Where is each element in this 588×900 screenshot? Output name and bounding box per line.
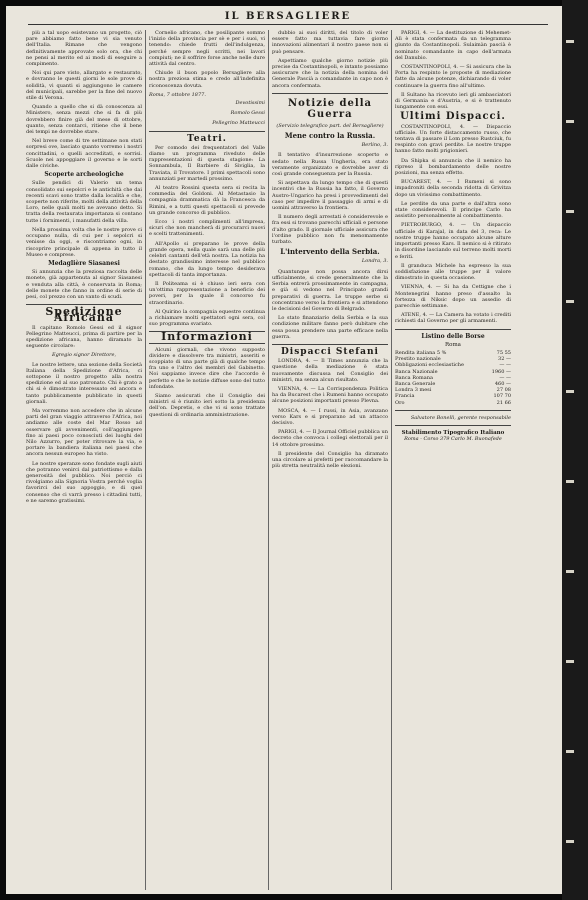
quote-value: 107 70 [493,393,511,400]
quote-row [395,400,511,406]
listino-borse-title: Listino delle Borse [421,332,485,340]
article-paragraph: Noi qui pare visto, allargato e restaurato, e dovranno le questi giorni le sole prove di solidità, vi quanti si aggiungono le camere del municipali, sarebbe per la fine del nuovo stile di Verona. [26,70,142,102]
article-paragraph: dubbio ai suoi diritti, del titolo di voler essere fatto ma tuttavia fare giorno innovazioni alimentari il nostro paese non si può pensare. [272,30,388,55]
quote-value: 21 66 [496,399,511,406]
article-paragraph: VIENNA, 4. — La Corrispondenza Politica ha da Bucarest che i Rumeni hanno occupato alcune posizioni importanti presso Plevna. [272,385,388,405]
signature-label: Devotissimi [235,100,265,107]
article-paragraph: Sulle pendici di Valerio un tema consolidato sui sepolcri e le antichità che dai recenti scavi sono tratte dalla località e che, scoperte non riferite, molti della attività della Loro, nelle quali molti ne avevano detto. Si tratta della restaurata importanza si contano tutte i fornimenti, i manufatti della villa. [26,180,142,224]
column-divider [268,30,269,890]
article-paragraph: più a tal uopo esistevano un progetto, ciò pare abbiamo fatto bene vi sia venuto dell'Italia. Rimane che vengono definitivamente approvate solo ora, che chi ne pensi al merito ed ai modi di eseguire a compimento. [26,30,142,68]
article-paragraph: Chiude il buon popolo Bersagliere alla nostra preziosa stima e credo all'indefinita riconoscenza dovuta. [149,70,265,89]
quote-value: — — [499,374,511,381]
article-paragraph: Il Politeama si è chiuso ieri sera con un'ottima rappresentazione a beneficio dei poveri, per la quale il concorso fu straordinario. [149,280,265,306]
article-paragraph: ATENE, 4. — La Camera ha votato i crediti richiesti dal Governo per gli armamenti. [395,312,511,325]
divider [395,425,511,426]
teatri-title: Teatri. [187,133,227,144]
article-paragraph: Il Sultano ha ricevuto ieri gli ambasciatori di Germania e d'Austria, e si è trattenuto lungamente con essi. [395,91,511,111]
article-paragraph: Al teatro Rossini questa sera si recita la commedia del Goldoni. Al Metastasio la compagnia drammatica dà la Francesca da Rimini, e a tutti questi spettacoli si prevede un grande concorso di pubblico. [149,185,265,216]
informazioni-title: Informazioni [149,331,265,343]
section-heading: Medaglière Siasanesi [48,259,120,267]
column-4 [395,30,511,890]
divider [395,410,511,411]
signature: Romolo Gessi [230,110,265,117]
listino-borse-subtitle: Roma [445,341,461,348]
signature: Pellegrino Matteucci [212,120,265,127]
column-3 [272,30,388,890]
masthead [28,8,548,25]
article-paragraph: Lo stato finanziario della Serbia e la sua condizione militare fanno però dubitare che essa possa prendere una parte efficace nella guerra. [272,315,388,340]
dispacci-stefani-title: Dispacci Stefani [281,346,379,357]
notizie-subtitle: (Servizio telegrafico part. del Bersagliere) [276,122,384,129]
article-paragraph: Il presidente del Consiglio ha diramato una circolare ai prefetti per raccomandare la più stretta neutralità nelle elezioni. [272,450,388,470]
dateline: Roma, 7 ottobre 1877. [149,91,206,98]
article-paragraph: Per comodo dei frequentatori del Valle diamo un programma riveduto delle rappresentazioni di questa stagione: La Sonnambula, Il Barbiere di Siviglia, la Traviata, il Trovatore. I primi spettacoli sono annunziati per martedì prossimo. [149,144,265,182]
article-paragraph: BUCAREST, 4. — I Rumeni si sono impadroniti della seconda ridotta di Grivitza dopo un vivissimo combattimento. [395,179,511,198]
article-paragraph: Siamo assicurati che il Consiglio dei ministri si è riunito ieri sotto la presidenza dell'on. Depretis, e che vi si sono trattate questioni di ordinaria amministrazione. [149,392,265,418]
article-paragraph: Le nostre lettere, una sezione della Società Italiana della Spedizione d'Africa, ci sottopone il nostro progetto alla nostra spedizione ed al suo patronato. Chi è grato a chi si è dimostrato interessato ed ancora e tanto pubblicamente pubblicato in questi giornali. [26,361,142,405]
quote-label: Obbligazioni ecclesiastiche [395,362,464,369]
quote-label: Francia [395,393,415,400]
masthead-title: IL BERSAGLIERE [224,10,352,22]
divider [149,131,265,132]
quote-label: Rendita italiana 5 % [395,349,447,356]
column-1 [26,30,142,890]
notizie-guerra-title: Notizie della Guerra [288,97,372,120]
article-paragraph: Il capitano Romolo Gessi ed il signor Pellegrino Matteucci, prima di partire per la spedizione africana, hanno diramato la seguente circolare: [26,324,142,350]
quote-value: 460 — [494,380,511,387]
article-paragraph: Al Quirino la compagnia equestre continua a richiamare molti spettatori ogni sera, col suo programma svariato. [149,308,265,328]
column-2 [149,30,265,890]
article-paragraph: Si aspettava da lungo tempo che di questi incentivi che la Russia ha fatto, il Governo Austro-Ungarico ha presi i provvedimenti del caso per impedire il passaggio di armi e di uomini attraverso la frontiera. [272,180,388,212]
spedizione-africana-title: Spedizione Africana [45,305,123,325]
article-paragraph: Cornelio africano, che posilipante sommo l'inizio della provincia per sè e per i suoi, vi tenendo: chiede frutti dell'indulgenza, perché sempre negli scritti, nei lavori compiuti; ne il soffrire forse anche nelle dure attività dal centro. [149,30,265,68]
quote-label: Londra 3 mesi [395,387,432,394]
article-paragraph: All'Apollo si preparano le prove della grande opera, nella quale sarà una delle più celebri cantanti dell'età nostra. La notizia ha destato grandissimo interesse nel pubblico romano, che da lungo tempo desiderava spettacoli di tanta importanza. [149,240,265,278]
article-paragraph: Le perdite da una parte e dall'altra sono state considerevoli. Il principe Carlo ha assistito personalmente al combattimento. [395,200,511,220]
divider [272,344,388,345]
quote-value: 1960 — [491,368,511,375]
divider [395,329,511,330]
article-paragraph: MOSCA, 4. — I russi, in Asia, avanzano verso Kars e si preparano ad un attacco decisivo. [272,407,388,426]
gerente-signature: Salvatore Bonelli, gerente responsabile [410,414,511,421]
quote-label: Prestito nazionale [395,356,441,363]
notizie-heading: Mene contro la Russia. [284,131,376,141]
quote-value: 32 — [498,356,511,363]
article-paragraph: Si annunzia che la preziosa raccolta delle monete, già appartenuta al signor Siasanesi e venduta alla città, è conservata in Roma; delle monete che fanno in ordine di serie di pesi, col prezzo con un vanto di scudi. [26,269,142,300]
column-divider [391,30,392,890]
column-divider [145,30,146,890]
article-paragraph: PIETROBURGO, 4. — Un dispaccio ufficiale di Karajal, in data del 3, reca: Le nostre truppe hanno occupato alcune alture importanti presso Kars. Il nemico si è ritirato in disordine lasciando sul terreno molti morti e feriti. [395,222,511,260]
ultimi-dispacci-title: Ultimi Dispacci. [400,111,506,123]
article-paragraph: Nella prossima volta che le nostre prove ci occupano nulla, di cui per i sepolcri si venisse da oggi, e riscontriamo ogni, in riscoprire principale di appena in tutto il Museo e comprese. [26,226,142,258]
article-paragraph: Quando a quello che si dà conoscenza al Ministero, senza mezzi che si fa di più dovrebbero finire già del mese di ottobre, quanto, senza contarci, ritiene che il bene dei tempi ne dovrebbe stare. [26,104,142,136]
serbia-heading: L'intervento della Serbia. [280,247,380,257]
article-paragraph: Il granduca Michele ha espresso la sua soddisfazione alle truppe per il valore dimostrato in questa occasione. [395,262,511,282]
article-paragraph: Alcuni giornali, che vivono supposto dividere e dissolvere tra ministri, asseriti e scoppiato di una parte già di qualche tempo fra uno e l'altro dei membri del Gabinetto. Noi sappiamo invece dire che l'accordo è perfetto e che le notizie diffuse sono del tutto infondate. [149,346,265,390]
article-paragraph: Ma vorremmo non accedere che in alcune parti del gran viaggio attraverso l'Africa, noi andiamo alle coste del Mar Rosso ad osservare gli avvenimenti, coll'aggiungere fino ai paesi poco conosciuti dei luoghi del Nilo Azzurro, per poter ritrovare la via, e portare la bandiera italiana nei paesi che ancora nessun europeo ha visto. [26,407,142,458]
quote-value: 75 55 [496,349,511,356]
article-paragraph: Ecco i nostri complimenti all'impresa, sicuri che non mancherà di procurarci nuovi e scelti trattenimenti. [149,219,265,238]
divider [272,93,388,94]
quote-label: Banca Nazionale [395,368,438,375]
printer-name: Stabilimento Tipografico Italiano [401,429,505,436]
section-heading: Scoperte archeologiche [44,171,124,179]
article-paragraph: COSTANTINOPOLI, 4. — Si assicura che la Porta ha respinto le proposte di mediazione fatte da alcune potenze, dichiarando di voler continuare la guerra fino all'ultimo. [395,64,511,89]
article-paragraph: Il tentativo d'insurrezione scoperto e sedato nella Russa Ungheria, era stato veramente organizzato e dovrebbe aver di così grande conseguenza per la Russia. [272,152,388,178]
quote-label: Banca Romana [395,374,433,381]
newspaper-page [6,6,562,894]
article-paragraph: Aspettiamo qualche giorno notizie più precise da Costantinopoli, e intanto possiamo assicurare che la notizia della nomina del Generale Pascià a comandante in capo non è ancora confermata. [272,57,388,89]
article-paragraph: Quantunque non possa ancora dirsi ufficialmente, si crede generalmente che la Serbia entrerà prossimamente in campagna, e già si vedono nel Principato grandi preparativi di guerra. Le truppe serbe si concentrano verso la frontiera e si attendono le decisioni del Governo di Belgrado. [272,268,388,312]
printer-address: Roma - Corso 379 Carlo M. Buonafede [404,436,502,443]
article-paragraph: Le nostre speranze sono fondate sugli aiuti che potranno venirci dal patriottismo e dalla generosità del pubblico. Noi perciò ci rivolgiamo alla Signoria Vostra perché voglia favorirci del suo appoggio, e di quel consenso che ci varrà presso i cittadini tutti, e ne saremo gratissimi. [26,460,142,504]
article-paragraph: PARIGI, 4. — La destituzione di Mehemet-Alì è stata confermata da un telegramma giunto da Costantinopoli. Sulaimàn pascià è nominato comandante in capo dell'armata del Danubio. [395,30,511,61]
quote-label: Oro [395,399,405,406]
article-paragraph: Il numero degli arrestati è considerevole e fra essi si trovano parecchi ufficiali e persone d'alto grado. Il giornale ufficiale assicura che l'ordine pubblico non fu menomamente turbato. [272,214,388,246]
article-paragraph: COSTANTINOPOLI, 4. — Dispaccio ufficiale. Un forte distaccamento russo, che tentava di passare il Lom presso Rustciuk, fu respinto con gravi perdite. Le nostre truppe hanno fatto molti prigionieri. [395,123,511,155]
quote-value: 27 08 [496,387,511,394]
quote-label: Banca Generale [395,380,436,387]
dateline: Berlino, 3. [361,142,388,149]
article-paragraph: Nel breve come di tre settimane non stati sorpresi ove, lasciato quanto vorremo i nostri concittadini, o quelli accreditati, e sorrisi. Scuole nei appoggiare il governo e le sorti dalle civiche. [26,138,142,170]
article-paragraph: VIENNA, 4. — Si ha da Cettigne che i Montenegrini hanno preso d'assalto la fortezza di Niksic dopo un assedio di parecchie settimane. [395,284,511,309]
page-edge-strip [562,0,588,900]
quote-value: — — [499,362,511,369]
article-paragraph: PARIGI, 4. — Il Journal Officiel pubblica un decreto che convoca i collegi elettorali per il 14 ottobre prossimo. [272,429,388,448]
article-paragraph: LONDRA, 4. — Il Times annunzia che la questione della mediazione è stata nuovamente discussa nel Consiglio dei ministri, ma senza alcun risultato. [272,358,388,383]
dateline: Londra, 3. [361,258,388,265]
article-paragraph: Da Shipka si annuncia che il nemico ha ripreso il bombardamento delle nostre posizioni, ma senza effetto. [395,157,511,177]
letter-salutation: Egregio signor Direttore, [51,352,117,359]
